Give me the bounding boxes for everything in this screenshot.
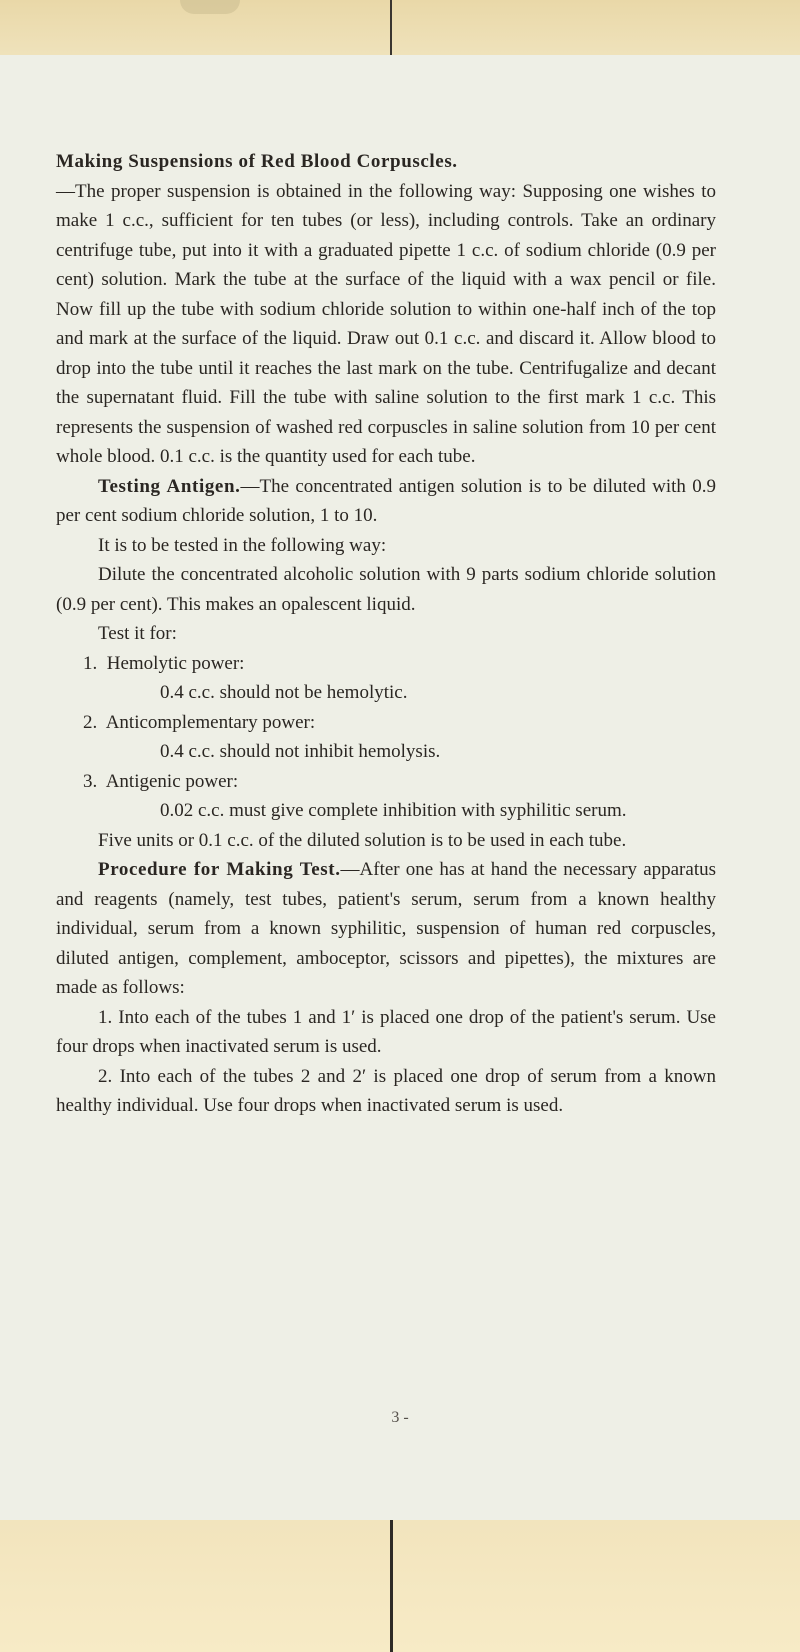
test-item-1-detail: 0.4 c.c. should not be hemolytic. — [160, 682, 408, 703]
paragraph-procedure — [56, 855, 716, 1003]
paragraph-step-1: 1. Into each of the tubes 1 and 1′ is placed one drop of the patient's serum. Use four drops when inactivated serum is used. — [56, 1006, 716, 1057]
paragraph-five-units: Five units or 0.1 c.c. of the diluted solution is to be used in each tube. — [98, 829, 627, 851]
paper-smudge — [180, 0, 240, 14]
paragraph-suspensions — [56, 147, 716, 472]
test-item-title: Antigenic power: — [105, 770, 239, 792]
test-item-3 — [56, 767, 716, 797]
paragraph-testing-antigen — [56, 472, 716, 531]
paragraph-dilute: Dilute the concentrated alcoholic solution with 9 parts sodium chloride solution (0.9 per cent). This makes an opalescent liquid. — [56, 564, 716, 615]
test-item-title: Anticomplementary power: — [105, 711, 316, 733]
top-crease-line — [390, 0, 392, 55]
paragraph-test-way: It is to be tested in the following way: — [98, 534, 387, 556]
paragraph-procedure-text: —After one has at hand the necessary apparatus and reagents (namely, test tubes, patient's serum, serum from a known healthy individual, serum from a known syphilitic, suspension of human red corpuscles, diluted antigen, complement, amboceptor, scissors and pipettes), the mixtures are made as follows: — [56, 859, 716, 998]
paragraph-testing-antigen-text: —The concentrated antigen solution is to be diluted with 0.9 per cent sodium chloride solution, 1 to 10. — [56, 475, 716, 526]
heading-suspensions: Making Suspensions of Red Blood Corpuscles. — [56, 151, 458, 172]
top-margin-band — [0, 0, 800, 55]
test-item-number: 2. — [83, 711, 98, 733]
page-number: 3 - — [391, 1409, 409, 1426]
test-item-title: Hemolytic power: — [106, 652, 245, 674]
bottom-margin-band — [0, 1520, 800, 1652]
document-body — [56, 147, 716, 1121]
test-item-1 — [56, 649, 716, 679]
paragraph-step-2: 2. Into each of the tubes 2 and 2′ is placed one drop of serum from a known healthy individual. Use four drops when inactivated serum is used. — [56, 1065, 716, 1116]
paragraph-test-it-for: Test it for: — [98, 623, 177, 644]
test-item-number: 3. — [83, 770, 98, 792]
paragraph-suspensions-text: —The proper suspension is obtained in the following way: Supposing one wishes to make 1 c.c., sufficient for ten tubes (or less), including controls. Take an ordinary centrifuge tube, put into it with a graduated pipette 1 c.c. of sodium chloride (0.9 per cent) solution. Mark the tube at the surface of the liquid with a wax pencil or file. Now fill up the tube with sodium chloride solution to within one-half inch of the top and mark at the surface of the liquid. Draw out 0.1 c.c. and discard it. Allow blood to drop into the tube until it reaches the last mark on the tube. Centrifugalize and decant the supernatant fluid. Fill the tube with saline solution to the first mark 1 c.c. This represents the suspension of washed red corpuscles in saline solution from 10 per cent whole blood. 0.1 c.c. is the quantity used for each tube. — [56, 180, 716, 467]
test-item-2 — [56, 708, 716, 738]
test-item-3-detail: 0.02 c.c. must give complete inhibition with syphilitic serum. — [160, 800, 627, 821]
bottom-crease-line — [390, 1520, 393, 1652]
heading-procedure: Procedure for Making Test. — [98, 859, 341, 880]
test-item-number: 1. — [83, 652, 98, 674]
heading-testing-antigen: Testing Antigen. — [98, 475, 241, 497]
test-item-2-detail: 0.4 c.c. should not inhibit hemolysis. — [160, 741, 441, 762]
